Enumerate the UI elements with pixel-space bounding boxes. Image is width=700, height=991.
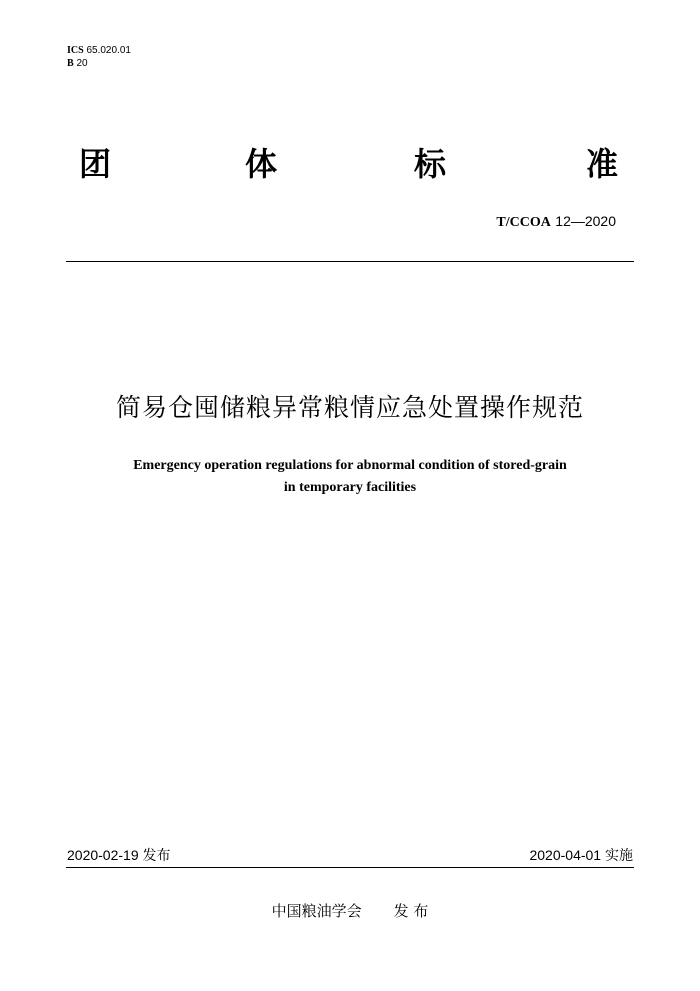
doc-type-char-2: 体 xyxy=(245,145,278,183)
ics-label: ICS xyxy=(67,45,84,56)
publisher-action: 发 布 xyxy=(393,902,429,920)
header-divider xyxy=(66,261,634,262)
implementation-date: 2020-04-01 实施 xyxy=(529,847,633,863)
doc-type-char-3: 标 xyxy=(414,145,447,183)
standard-prefix: T/CCOA xyxy=(496,215,551,230)
doc-type-char-1: 团 xyxy=(79,145,112,183)
title-english xyxy=(0,455,700,499)
standard-number xyxy=(496,211,616,233)
ics-line xyxy=(67,44,131,57)
ccs-value: 20 xyxy=(76,58,88,69)
publisher-line xyxy=(0,900,700,922)
title-english-line-1: Emergency operation regulations for abnormal condition of stored-grain xyxy=(133,458,567,473)
ics-value: 65.020.01 xyxy=(86,45,131,56)
doc-type-char-4: 准 xyxy=(586,145,619,183)
ccs-label: B xyxy=(67,58,74,69)
title-chinese: 简易仓囤储粮异常粮情应急处置操作规范 xyxy=(115,393,584,422)
title-english-line-2: in temporary facilities xyxy=(283,480,417,495)
ccs-line xyxy=(67,57,131,70)
classification-codes xyxy=(67,44,131,70)
issue-date: 2020-02-19 发布 xyxy=(67,847,171,863)
footer-divider xyxy=(66,867,634,868)
publisher-name: 中国粮油学会 xyxy=(271,902,362,920)
standard-code: 12—2020 xyxy=(555,213,616,229)
